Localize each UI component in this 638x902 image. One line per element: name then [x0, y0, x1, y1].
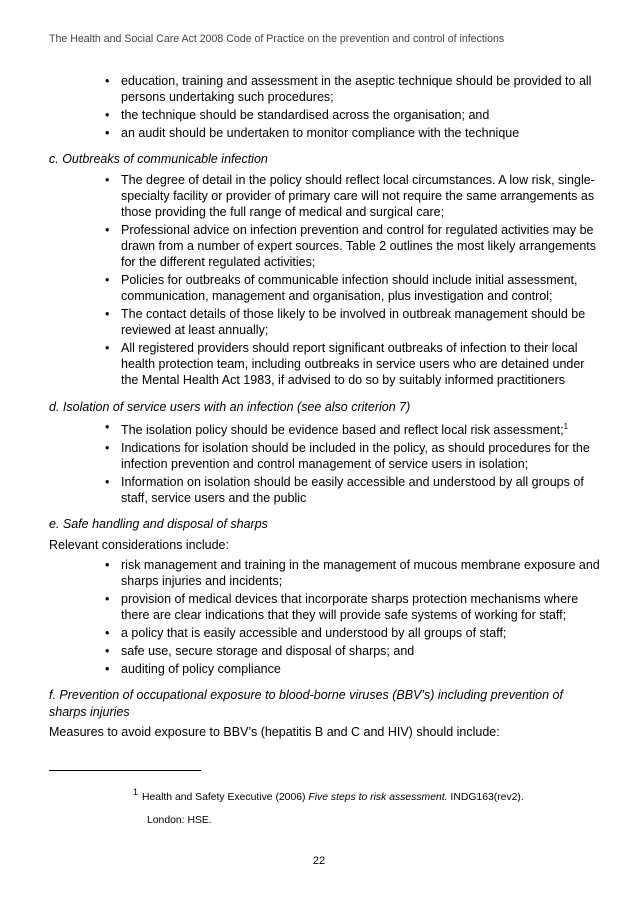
list-item: • a policy that is easily accessible and understood by all groups of staff; [105, 626, 507, 641]
footnote-reference[interactable]: 1 [563, 422, 569, 432]
section-c-heading: c. Outbreaks of communicable infection [49, 152, 268, 166]
bullet-icon: • [105, 306, 110, 321]
footnote-text-before: Health and Safety Executive (2006) [142, 792, 309, 803]
footnote-divider [49, 770, 201, 771]
footnote-publisher: London: HSE. [147, 815, 212, 826]
running-header: The Health and Social Care Act 2008 Code of Practice on the prevention and control of infections [49, 33, 505, 45]
list-item: • Indications for isolation should be included in the policy, as should procedures for the infection prevention and control management of service users in isolation; [105, 440, 590, 472]
section-f-heading: f. Prevention of occupational exposure to blood-borne viruses (BBV’s) including prevention of sharps injuries [49, 688, 563, 719]
footnote-title: Five steps to risk assessment. [308, 792, 448, 803]
section-c-bullet-list [49, 172, 601, 389]
list-item: • Information on isolation should be easily accessible and understood by all groups of staff, service users and the public [105, 474, 584, 506]
list-item: • provision of medical devices that incorporate sharps protection mechanisms where there are clear indications that they will provide safe systems of working for staff; [105, 592, 579, 623]
bullet-icon: • [105, 172, 110, 187]
footnote-number: 1 [133, 787, 139, 797]
section-e-intro: Relevant considerations include: [49, 537, 229, 552]
bullet-icon: • [105, 644, 110, 659]
footnote [133, 785, 524, 828]
bullet-icon: • [105, 592, 110, 607]
bullet-icon: • [105, 626, 110, 641]
list-item: • risk management and training in the management of mucous membrane exposure and sharps injuries and incidents; [105, 558, 600, 589]
list-item: • The contact details of those likely to be involved in outbreak management should be reviewed at least annually; [105, 306, 586, 338]
section-f-intro: Measures to avoid exposure to BBV’s (hepatitis B and C and HIV) should include: [49, 725, 500, 740]
bullet-icon: • [105, 420, 110, 435]
footnote-text-after: INDG163(rev2). [447, 792, 524, 803]
list-item: • auditing of policy compliance [105, 661, 281, 676]
bullet-icon: • [105, 108, 110, 122]
list-item: • All registered providers should report significant outbreaks of infection to their local health protection team, including outbreaks in service users who are detained under the Mental Health Act 1983, if advised to do so by suitably informed practitioners [105, 340, 585, 388]
intro-bullet-list [49, 73, 601, 141]
bullet-icon: • [105, 272, 110, 287]
list-item: • an audit should be undertaken to monitor compliance with the technique [105, 125, 520, 140]
list-item: • education, training and assessment in the aseptic technique should be provided to all persons undertaking such procedures; [105, 74, 592, 105]
page-number: 22 [312, 855, 326, 867]
section-d-bullet-list [49, 419, 601, 506]
list-item: • safe use, secure storage and disposal of sharps; and [105, 644, 415, 659]
bullet-icon: • [105, 74, 110, 88]
section-e-bullet-list [49, 557, 601, 677]
list-item: • The isolation policy should be evidence based and reflect local risk assessment;$^1$ [105, 420, 569, 438]
bullet-icon: • [105, 440, 110, 455]
list-item: • the technique should be standardised across the organisation; and [105, 108, 490, 122]
section-e-heading: e. Safe handling and disposal of sharps [49, 517, 268, 532]
bullet-icon: • [105, 558, 110, 573]
bullet-icon: • [105, 222, 110, 237]
list-item: • Policies for outbreaks of communicable infection should include initial assessment, communication, management and organisation, plus investigation and control; [105, 272, 578, 304]
section-d-heading: d. Isolation of service users with an infection (see also criterion 7) [49, 399, 411, 414]
bullet-icon: • [105, 661, 110, 676]
page-body [49, 73, 601, 745]
bullet-icon: • [105, 340, 110, 355]
bullet-icon: • [105, 474, 110, 489]
list-item: • The degree of detail in the policy should reflect local circumstances. A low risk, single-specialty facility or provider of primary care will not require the same arrangements as those providing the full range of medical and surgical care; [105, 172, 595, 219]
list-item: • Professional advice on infection prevention and control for regulated activities may be drawn from a number of expert sources. Table 2 outlines the most likely arrangements for the different regulated activities; [105, 222, 596, 270]
bullet-icon: • [105, 125, 110, 140]
